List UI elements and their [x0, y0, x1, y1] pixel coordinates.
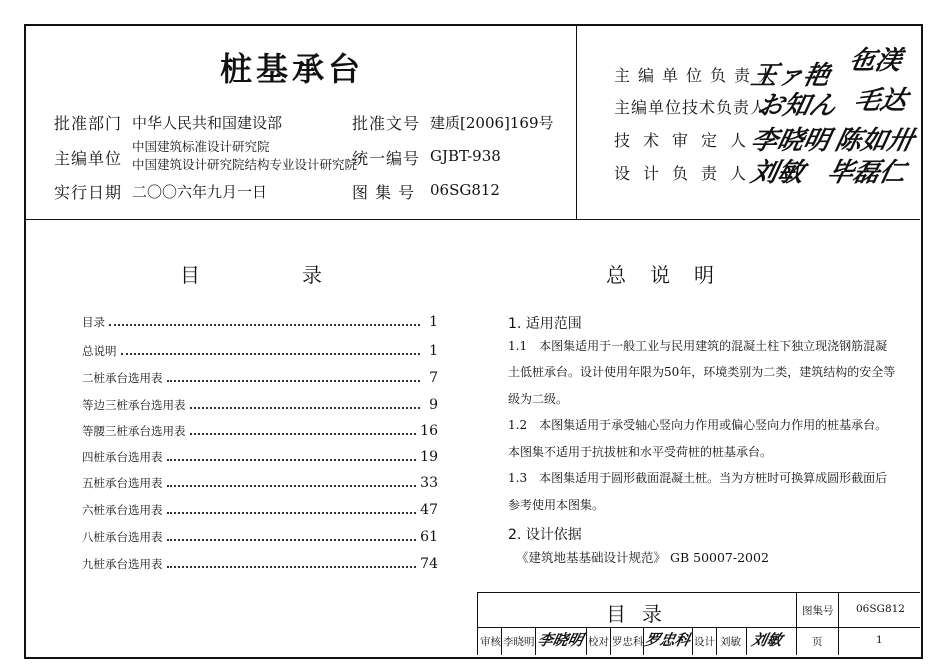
title-block-cell	[716, 627, 717, 655]
toc-leader-dots	[190, 407, 421, 409]
toc-item[interactable]	[82, 523, 438, 545]
toc-item[interactable]	[82, 469, 438, 491]
toc-leader-dots	[167, 566, 417, 568]
title-block-cell	[746, 627, 747, 655]
editor-unit-line2: 中国建筑设计研究院结构专业设计研究院	[132, 157, 358, 172]
general-para-line: 土低桩承台。设计使用年限为50年，环境类别为二类，建筑结构的安全等	[508, 365, 896, 379]
chief-unit-head-label: 主编单位负责人	[614, 66, 783, 85]
toc-item[interactable]	[82, 443, 438, 465]
toc-item-page: 16	[420, 423, 438, 439]
review-name: 李晓明	[503, 636, 535, 648]
approval-dept-label: 批准部门	[54, 114, 123, 133]
check-signature: 罗忠科	[642, 631, 692, 649]
toc-item-label: 八桩承台选用表	[82, 530, 163, 544]
design-name: 刘敏	[720, 636, 741, 648]
toc-item-page: 61	[420, 529, 438, 545]
design-signature: 刘敏	[749, 631, 784, 649]
toc-leader-dots	[167, 539, 417, 541]
title-block-atlas-label: 图集号	[802, 605, 834, 617]
toc-leader-dots	[167, 485, 417, 487]
tech-reviewer-label: 技术审定人	[614, 131, 760, 150]
toc-item-label: 等边三桩承台选用表	[82, 398, 186, 412]
design-label: 设计	[694, 636, 715, 648]
general-para-line: 1.2 本图集适用于承受轴心竖向力作用或偏心竖向力作用的桩基承台。	[508, 418, 888, 432]
toc-leader-dots	[167, 512, 417, 514]
title-block-cell	[535, 627, 536, 655]
page-value: 1	[876, 634, 883, 646]
general-para-line: 1.1 本图集适用于一般工业与民用建筑的混凝土柱下独立现浇钢筋混凝	[508, 339, 888, 353]
approval-doc-value: 建质[2006]169号	[430, 114, 554, 132]
toc-item[interactable]	[82, 496, 438, 518]
toc-leader-dots	[190, 433, 417, 435]
toc-item-label: 总说明	[82, 344, 117, 358]
design-head-label: 设计负责人	[614, 164, 760, 183]
unified-code-value: GJBT-938	[430, 147, 501, 165]
general-para-line: 参考使用本图集。	[508, 498, 605, 512]
toc-leader-dots	[109, 324, 420, 326]
toc-item[interactable]	[82, 337, 438, 359]
title-block-cell	[692, 627, 693, 655]
page-label: 页	[812, 636, 823, 648]
title-block-mid	[477, 627, 920, 628]
title-block-cell	[610, 627, 611, 655]
editor-unit-label: 主编单位	[54, 149, 123, 168]
design-head-signature-1: 刘敏	[748, 158, 807, 188]
toc-heading-right: 录	[302, 263, 324, 287]
check-name: 罗忠科	[612, 636, 644, 648]
toc-item-page: 47	[420, 502, 438, 518]
toc-item[interactable]	[82, 364, 438, 386]
page-title: 桩基承台	[220, 50, 365, 88]
toc-item[interactable]	[82, 308, 438, 330]
chief-unit-head-signature-1: 王ァ艳	[748, 61, 833, 91]
chief-unit-head-signature-2: 㐌渼	[846, 46, 905, 76]
check-label: 校对	[588, 636, 609, 648]
toc-leader-dots	[167, 380, 421, 382]
title-block-title: 目录	[606, 602, 678, 626]
chief-tech-head-label: 主编单位技术负责人	[614, 98, 768, 117]
general-para-line: 本图集不适用于抗拔桩和水平受荷桩的桩基承台。	[508, 445, 773, 459]
toc-item-page: 7	[429, 370, 438, 386]
toc-item-label: 四桩承台选用表	[82, 450, 163, 464]
general-heading: 总 说 明	[606, 263, 716, 287]
toc-item-label: 六桩承台选用表	[82, 503, 163, 517]
title-block-left	[477, 592, 478, 655]
toc-item[interactable]	[82, 550, 438, 572]
review-label: 审核	[480, 636, 501, 648]
toc-leader-dots	[121, 353, 421, 355]
chief-tech-head-signature-1: お知ん	[754, 91, 839, 121]
toc-item[interactable]	[82, 417, 438, 439]
toc-item-label: 等腰三桩承台选用表	[82, 424, 186, 438]
toc-heading-left: 目	[180, 263, 202, 287]
design-head-signature-2: 毕磊仁	[824, 158, 909, 188]
toc-item-page: 33	[420, 475, 438, 491]
section-2-title: 2. 设计依据	[508, 527, 582, 543]
tech-reviewer-signature-2: 陈如卅	[832, 126, 917, 156]
toc-item-page: 1	[429, 343, 438, 359]
review-signature: 李晓明	[535, 631, 585, 649]
atlas-no-label: 图 集 号	[352, 183, 416, 202]
toc-item-label: 九桩承台选用表	[82, 557, 163, 571]
header-divider	[25, 219, 920, 220]
atlas-no-value: 06SG812	[430, 181, 500, 199]
header-vertical-divider	[576, 25, 577, 220]
title-block-divider	[796, 592, 797, 655]
editor-unit-line1: 中国建筑标准设计研究院	[132, 139, 270, 154]
toc-leader-dots	[167, 459, 417, 461]
title-block-atlas-value: 06SG812	[856, 603, 905, 615]
general-para-line: 级为二级。	[508, 392, 569, 406]
chief-tech-head-signature-2: 毛达	[851, 86, 910, 116]
effective-date-label: 实行日期	[54, 183, 123, 202]
title-block-cell	[501, 627, 502, 655]
approval-dept-value: 中华人民共和国建设部	[132, 114, 283, 132]
approval-doc-label: 批准文号	[352, 114, 421, 133]
toc-item-page: 9	[429, 397, 438, 413]
tech-reviewer-signature-1: 李晓明	[748, 126, 833, 156]
general-para-line: 1.3 本图集适用于圆形截面混凝土桩。当为方桩时可换算成圆形截面后	[508, 471, 888, 485]
toc-item[interactable]	[82, 391, 438, 413]
unified-code-label: 统一编号	[352, 149, 421, 168]
toc-item-page: 19	[420, 449, 438, 465]
toc-item-label: 目录	[82, 315, 105, 329]
toc-item-label: 二桩承台选用表	[82, 371, 163, 385]
toc-item-page: 74	[420, 556, 438, 572]
toc-item-label: 五桩承台选用表	[82, 476, 163, 490]
effective-date-value: 二〇〇六年九月一日	[132, 183, 268, 201]
title-block-top	[477, 592, 920, 593]
code-reference: 《建筑地基基础设计规范》 GB 50007-2002	[516, 550, 769, 565]
toc-item-page: 1	[429, 314, 438, 330]
title-block-cell	[586, 627, 587, 655]
section-1-title: 1. 适用范围	[508, 316, 582, 332]
title-block-divider	[838, 592, 839, 655]
